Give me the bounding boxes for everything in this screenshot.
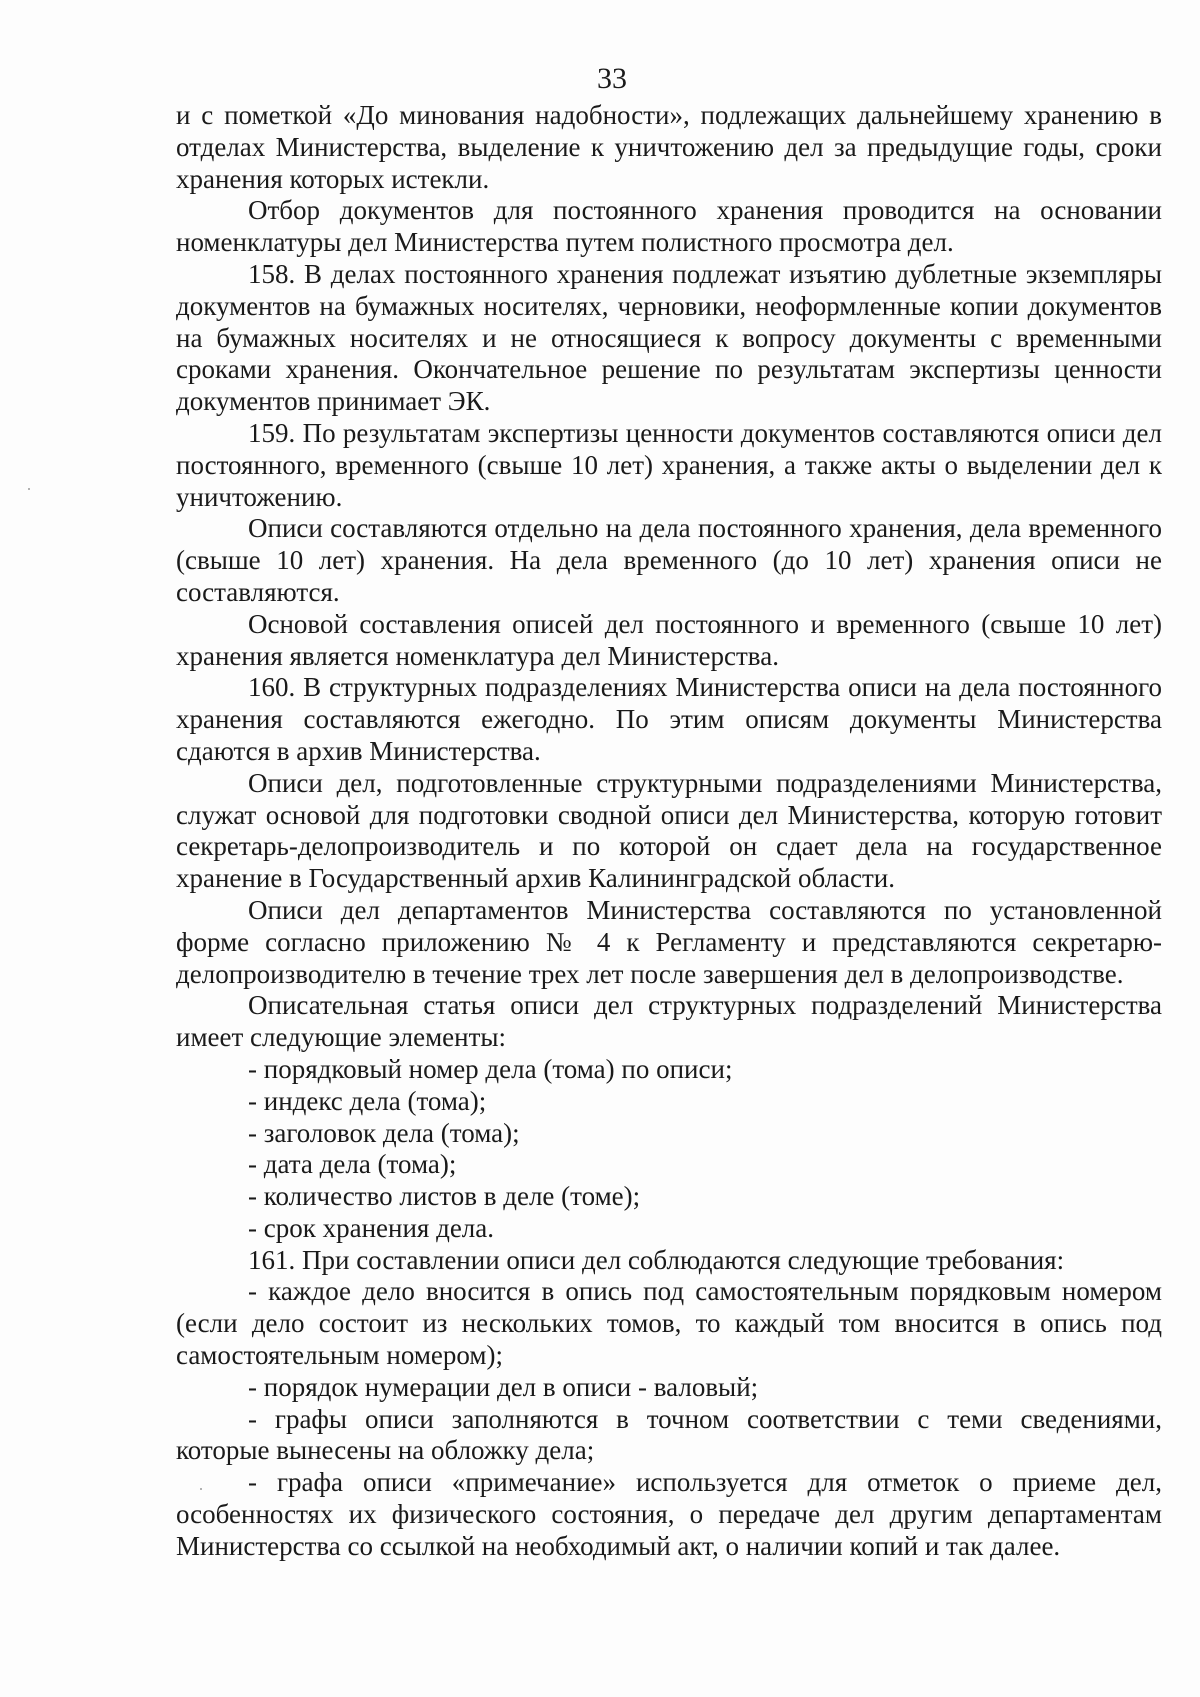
list-item: - срок хранения дела. [248, 1212, 495, 1243]
list-item: - порядковый номер дела (тома) по описи; [248, 1053, 733, 1084]
requirement-item: - каждое дело вносится в опись под самостоятельным порядковым номером (если дело состоит из нескольких томов, то каждый том вносится в опись под самостоятельным номером); [176, 1276, 1162, 1371]
list-item: - заголовок дела (тома); [248, 1117, 520, 1148]
paragraph-159: 159. По результатам экспертизы ценности документов составляются описи дел постоянного, временного (свыше 10 лет) хранения, а также акты о выделении дел к уничтожению. [176, 417, 1162, 512]
scan-speck [28, 488, 30, 490]
list-item: - индекс дела (тома); [248, 1085, 487, 1116]
paragraph-161: 161. При составлении описи дел соблюдаются следующие требования: [248, 1244, 1065, 1275]
requirement-item: - графы описи заполняются в точном соответствии с теми сведениями, которые вынесены на обложку дела; [176, 1403, 1162, 1466]
paragraph-consolidated-inventory: Описи дел, подготовленные структурными подразделениями Министерства, служат основой для подготовки сводной описи дел Министерства, которую готовит секретарь-делопроизводитель и по которой он сдает дела на государственное хранение в Государственный архив Калининградской области. [176, 767, 1162, 894]
paragraph-inventories-separate: Описи составляются отдельно на дела постоянного хранения, дела временного (свыше 10 лет) хранения. На дела временного (до 10 лет) хранения описи не составляются. [176, 513, 1162, 607]
list-item: - количество листов в деле (томе); [248, 1181, 641, 1212]
document-body [176, 100, 1162, 1563]
paragraph-descriptive-article: Описательная статья описи дел структурных подразделений Министерства имеет следующие элементы: [176, 990, 1162, 1053]
page-number: 33 [597, 62, 627, 95]
requirement-item: - порядок нумерации дел в описи - валовый; [248, 1371, 759, 1402]
requirement-item: - графа описи «примечание» используется для отметок о приеме дел, особенностях их физического состояния, о передаче дел другим департаментам Министерства со ссылкой на необходимый акт, о наличии копий и так далее. [176, 1467, 1162, 1561]
paragraph-158: 158. В делах постоянного хранения подлежат изъятию дублетные экземпляры документов на бумажных носителях, черновики, неоформленные копии документов на бумажных носителях и не относящиеся к вопросу документы с временными сроками хранения. Окончательное решение по результатам экспертизы ценности документов принимает ЭК. [176, 258, 1162, 417]
paragraph-selection-basis: Отбор документов для постоянного хранения проводится на основании номенклатуры дел Министерства путем полистного просмотра дел. [176, 195, 1162, 258]
paragraph-continuation: и с пометкой «До минования надобности», подлежащих дальнейшему хранению в отделах Министерства, выделение к уничтожению дел за предыдущие годы, сроки хранения которых истекли. [176, 100, 1162, 194]
scan-speck [200, 1488, 202, 1490]
paragraph-160: 160. В структурных подразделениях Министерства описи на дела постоянного хранения составляются ежегодно. По этим описям документы Министерства сдаются в архив Министерства. [176, 672, 1162, 766]
paragraph-department-inventories: Описи дел департаментов Министерства составляются по установленной форме согласно приложению № 4 к Регламенту и представляются секретарю-делопроизводителю в течение трех лет после завершения дел в делопроизводстве. [176, 894, 1162, 989]
list-item: - дата дела (тома); [248, 1149, 457, 1180]
paragraph-inventories-basis: Основой составления описей дел постоянного и временного (свыше 10 лет) хранения является номенклатура дел Министерства. [176, 608, 1162, 671]
